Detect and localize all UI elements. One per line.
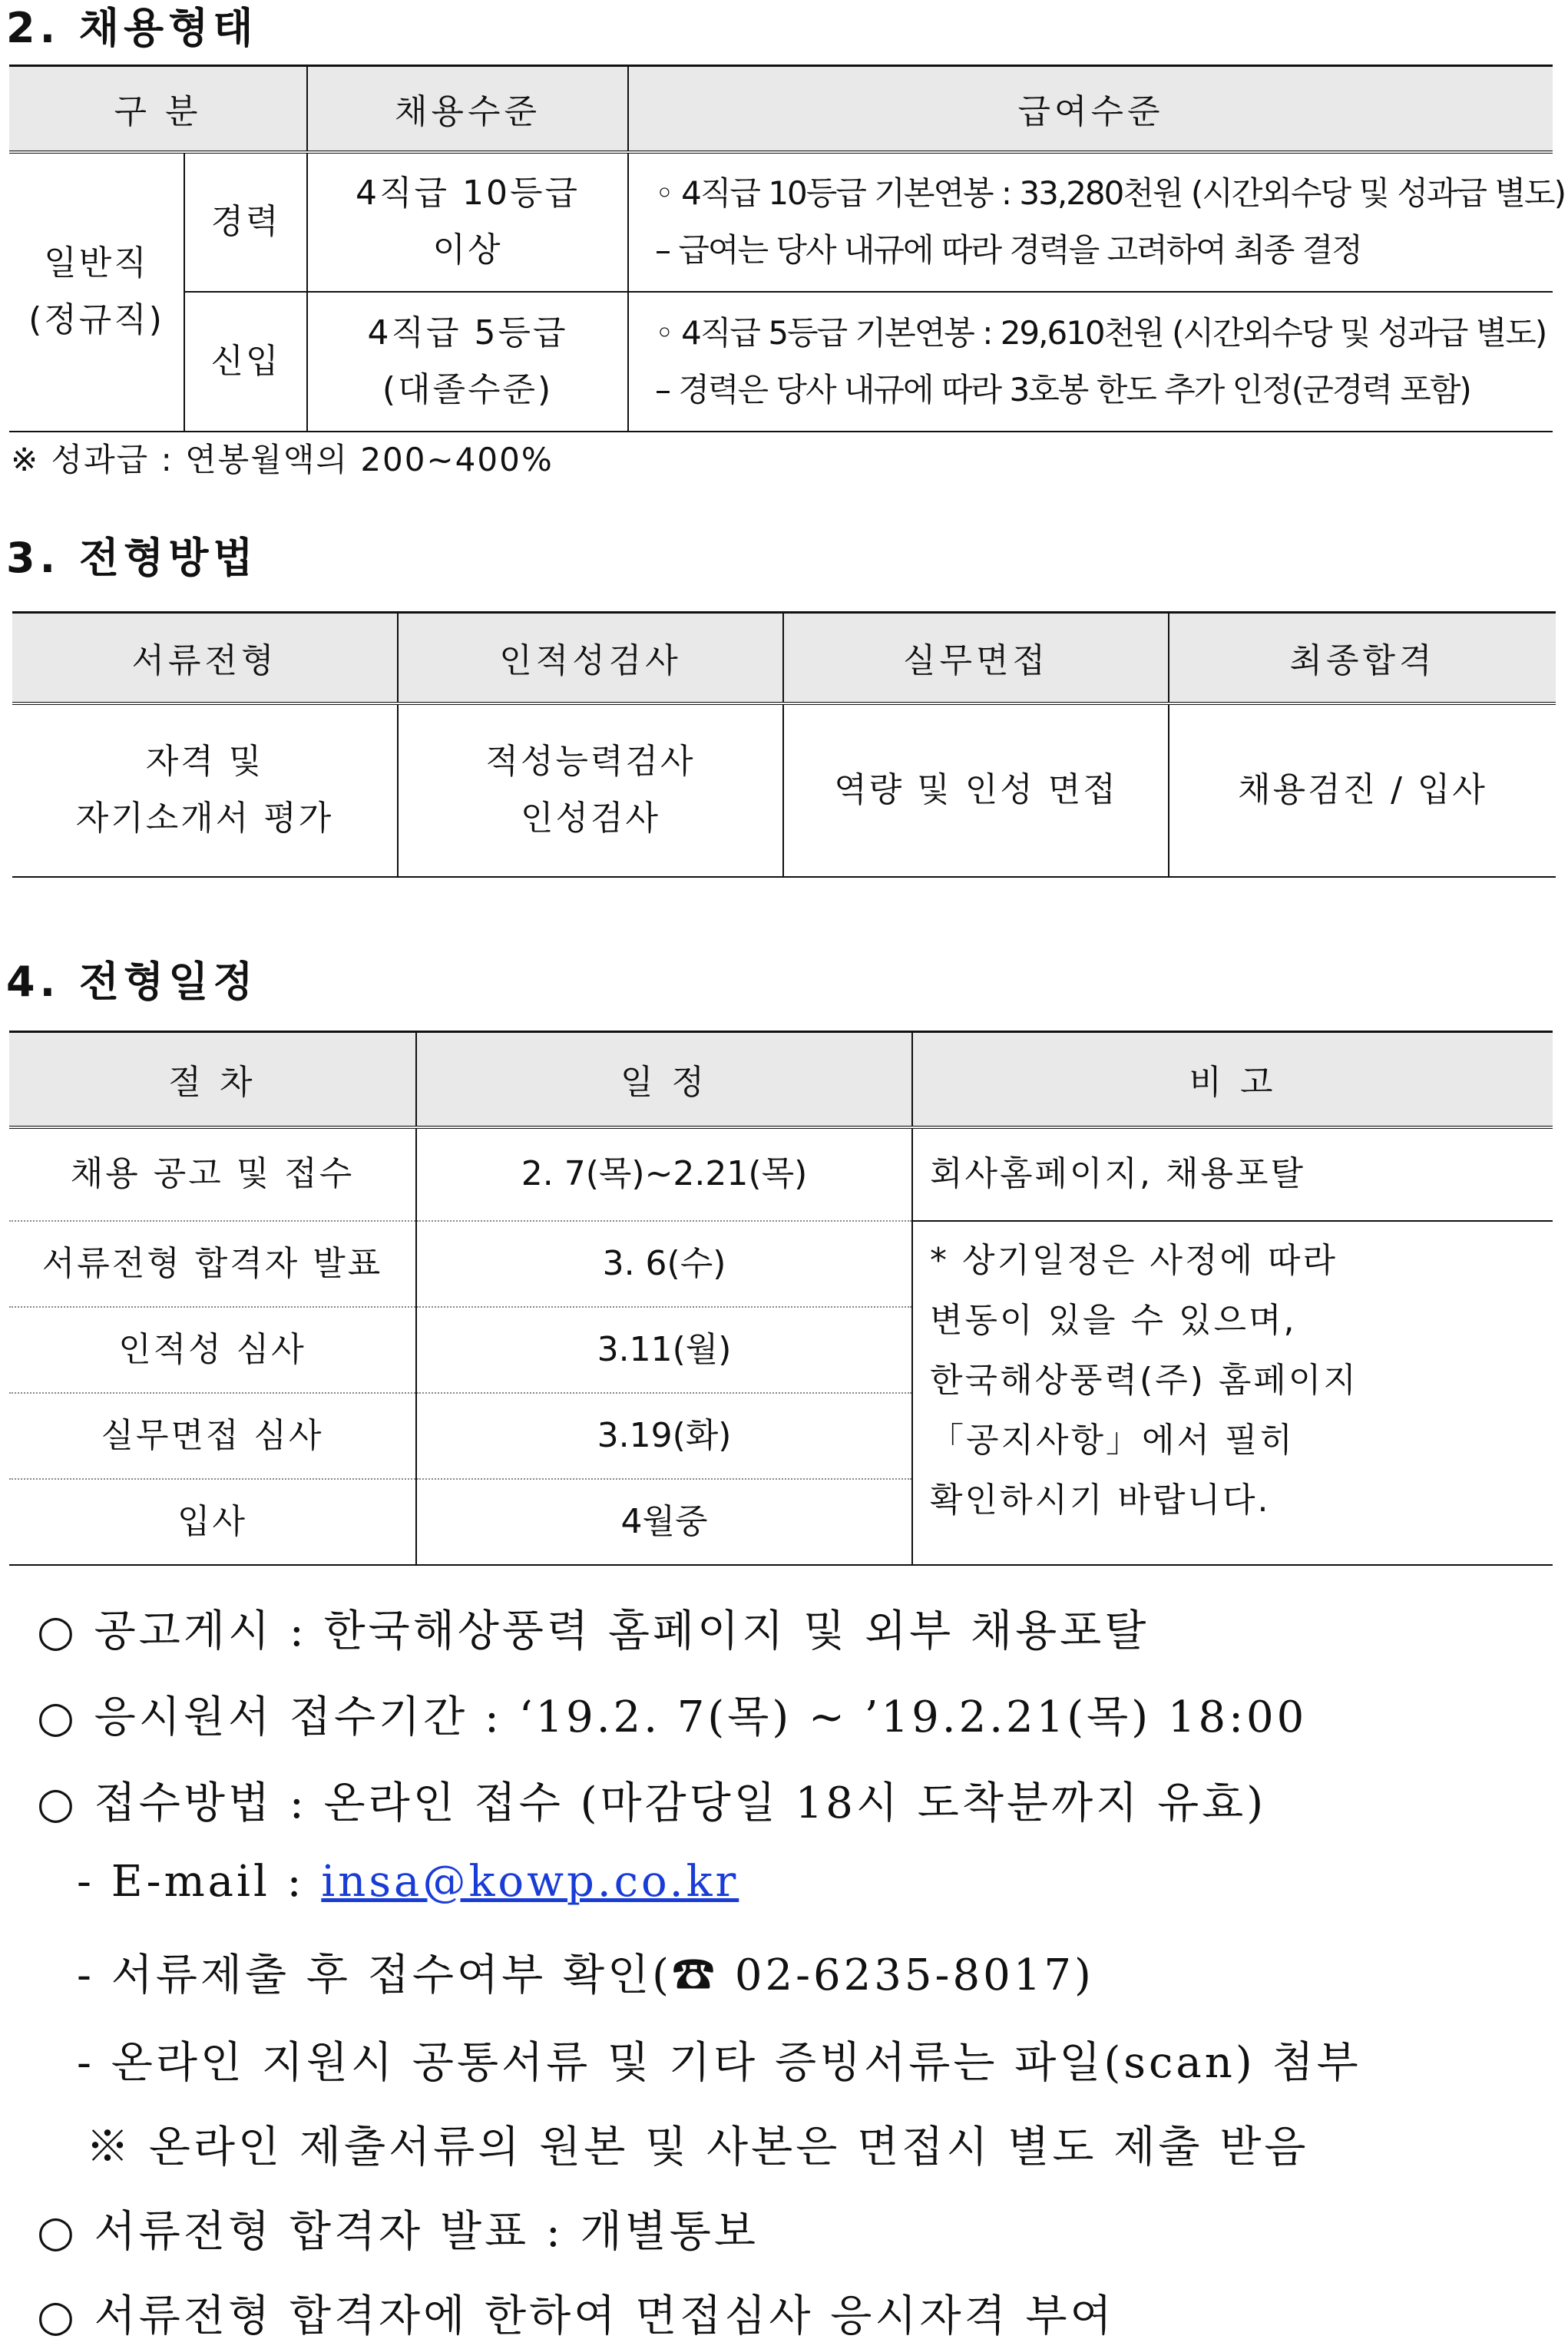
schedule-remark-note: * 상기일정은 사정에 따라 변동이 있을 수 있으며, 한국해상풍력(주) 홈페이지 「공지사항」에서 필히 확인하시기 바랍니다. (930, 1240, 1358, 1520)
table-row (9, 1127, 1553, 1221)
schedule-date: 3. 6(수) (416, 1221, 912, 1307)
confirm-line: - 서류제출 후 접수여부 확인(☎ 02-6235-8017) (77, 1950, 1094, 2000)
original-note: ※ 온라인 제출서류의 원본 및 사본은 면접시 별도 제출 받음 (86, 2122, 1309, 2172)
schedule-remark-portal: 회사홈페이지, 채용포탈 (912, 1127, 1553, 1221)
email-link[interactable]: insa@kowp.co.kr (321, 1857, 739, 1907)
email-line (77, 1857, 739, 1907)
section-title-method: 3. 전형방법 (6, 534, 258, 582)
schedule-date: 3.19(화) (416, 1393, 912, 1479)
type-new: 신입 (184, 292, 307, 432)
header-salary: 급여수준 (628, 66, 1553, 152)
method-header-final: 최종합격 (1169, 613, 1556, 703)
header-category: 구 분 (9, 66, 307, 152)
method-cell-interview: 역량 및 인성 면접 (783, 703, 1169, 877)
bullet-interview-eligibility: ○ 서류전형 합격자에 한하여 면접심사 응시자격 부여 (37, 2291, 1115, 2341)
salary-new: ◦ 4직급 5등급 기본연봉 : 29,610천원 (시간외수당 및 성과급 별도) – 경력은 당사 내규에 따라 3호봉 한도 추가 인정(군경력 포함) (655, 313, 1546, 409)
method-cell-aptitude: 적성능력검사 인성검사 (398, 703, 783, 877)
schedule-date: 2. 7(목)~2.21(목) (416, 1127, 912, 1221)
schedule-step: 입사 (9, 1479, 416, 1565)
category-cell: 일반직 (정규직) (9, 152, 184, 432)
schedule-header-date: 일 정 (416, 1032, 912, 1127)
bullet-application-method: ○ 접수방법 : 온라인 접수 (마감당일 18시 도착분까지 유효) (37, 1778, 1267, 1828)
bullet-application-period: ○ 응시원서 접수기간 : ‘19.2. 7(목) ~ ’19.2.21(목) 18:00 (37, 1692, 1308, 1742)
schedule-step: 채용 공고 및 접수 (9, 1127, 416, 1221)
method-cell-final: 채용검진 / 입사 (1238, 770, 1487, 809)
schedule-step: 서류전형 합격자 발표 (9, 1221, 416, 1307)
level-new: 4직급 5등급 (대졸수준) (307, 292, 628, 432)
bullet-result-notice: ○ 서류전형 합격자 발표 : 개별통보 (37, 2207, 759, 2257)
method-cell-documents: 자격 및 자기소개서 평가 (12, 703, 398, 877)
section-title-employment-type: 2. 채용형태 (6, 4, 258, 52)
selection-method-table (12, 611, 1556, 878)
employment-type-table (9, 65, 1565, 432)
level-experienced: 4직급 10등급 이상 (307, 152, 628, 292)
email-label: - E-mail : (77, 1857, 322, 1907)
schedule-header-remark: 비 고 (912, 1032, 1553, 1127)
bonus-note: ※ 성과급 : 연봉월액의 200~400% (11, 441, 554, 478)
type-experienced: 경력 (184, 152, 307, 292)
method-header-documents: 서류전형 (12, 613, 398, 703)
schedule-step: 실무면접 심사 (9, 1393, 416, 1479)
section-title-schedule: 4. 전형일정 (6, 958, 258, 1006)
schedule-step: 인적성 심사 (9, 1307, 416, 1393)
schedule-date: 4월중 (416, 1479, 912, 1565)
salary-experienced: ◦ 4직급 10등급 기본연봉 : 33,280천원 (시간외수당 및 성과급 별도) – 급여는 당사 내규에 따라 경력을 고려하여 최종 결정 (655, 174, 1565, 269)
method-header-interview: 실무면접 (783, 613, 1169, 703)
schedule-table (9, 1031, 1553, 1566)
attach-line: - 온라인 지원시 공통서류 및 기타 증빙서류는 파일(scan) 첨부 (77, 2038, 1361, 2088)
header-level: 채용수준 (307, 66, 628, 152)
schedule-header-step: 절 차 (9, 1032, 416, 1127)
schedule-date: 3.11(월) (416, 1307, 912, 1393)
table-row (9, 1221, 1553, 1307)
bullet-posting: ○ 공고게시 : 한국해상풍력 홈페이지 및 외부 채용포탈 (37, 1606, 1150, 1656)
method-header-aptitude: 인적성검사 (398, 613, 783, 703)
